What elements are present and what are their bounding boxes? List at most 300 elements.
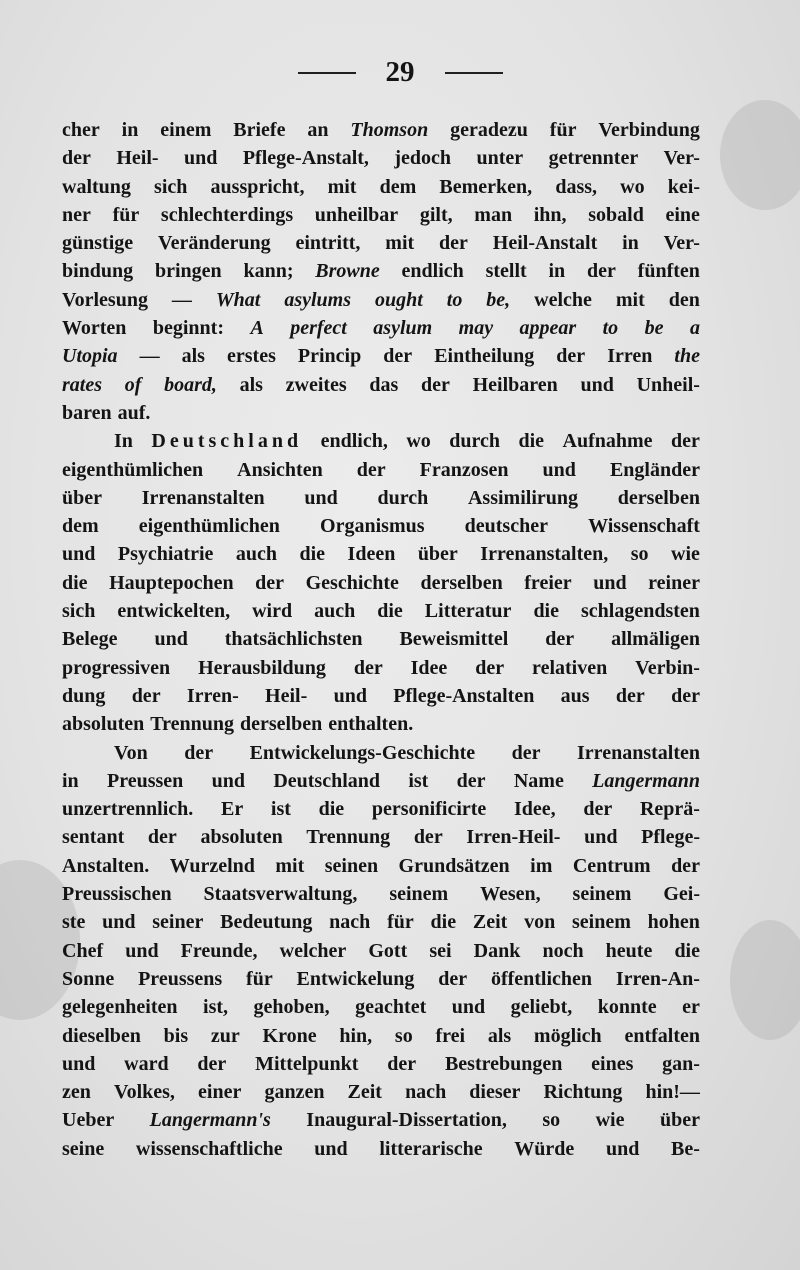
word: Würde	[514, 1137, 575, 1160]
word: may	[458, 317, 494, 340]
word: derselben	[420, 571, 503, 594]
text-line	[62, 937, 700, 965]
word: Hauptepochen	[109, 571, 234, 594]
word: eigenthümlichen	[62, 458, 204, 481]
word: über	[659, 1109, 700, 1132]
word: Inaugural-Dissertation,	[306, 1109, 507, 1132]
word: Belege	[62, 628, 118, 651]
word: über	[62, 486, 102, 509]
word: Gei-	[663, 883, 700, 906]
word: konnte	[597, 996, 657, 1019]
text-line	[62, 484, 700, 512]
word: rates	[62, 373, 102, 396]
paper-stain	[720, 100, 800, 210]
word: und	[184, 147, 218, 170]
word: der	[353, 656, 383, 679]
word: der	[356, 458, 386, 481]
text-line	[62, 569, 700, 597]
word: an	[307, 119, 329, 141]
word: seine	[62, 1137, 105, 1160]
text-line	[62, 201, 700, 229]
word: unzertrennlich.	[62, 798, 194, 821]
word: von	[524, 911, 556, 934]
word: Entwickelungs-Geschichte	[249, 741, 476, 764]
word: Irren-Heil-	[466, 826, 561, 849]
word: in	[62, 769, 79, 792]
word: Be-	[671, 1137, 700, 1160]
word: zweites	[285, 373, 347, 396]
word: Worten	[62, 317, 127, 340]
word: auch	[314, 600, 356, 623]
word: waltung	[62, 175, 131, 198]
word: der	[197, 1052, 227, 1075]
word: What	[215, 288, 261, 311]
word: Ver-	[663, 147, 700, 170]
word: Trennung	[150, 713, 234, 736]
word: hin!—	[645, 1081, 700, 1104]
word: Wurzelnd	[169, 854, 255, 877]
word: als	[487, 1024, 512, 1047]
word: In	[114, 430, 133, 453]
word: Ideen	[347, 543, 396, 566]
word: und	[542, 458, 576, 481]
word: Eintheilung	[434, 345, 535, 368]
word: bis	[163, 1024, 189, 1047]
word: der	[583, 798, 613, 821]
word: und	[314, 1137, 348, 1160]
word: frei	[435, 1024, 466, 1047]
word: das	[369, 373, 399, 396]
word: so	[630, 543, 649, 566]
word: der	[671, 430, 700, 453]
word: Heil-	[116, 147, 159, 170]
word: Heil-Anstalt	[492, 232, 598, 255]
word: öffentlichen	[490, 967, 593, 990]
word: durch	[377, 486, 429, 509]
word: Aufnahme	[562, 430, 653, 453]
word: Anstalten.	[62, 854, 150, 877]
word: er	[682, 996, 700, 1019]
word: bindung	[62, 260, 134, 283]
word: ste	[62, 911, 86, 934]
word: dass,	[555, 175, 598, 198]
word: bringen	[154, 260, 222, 283]
word: und	[62, 1052, 96, 1075]
word: Chef	[62, 939, 104, 962]
word: Preussischen	[62, 883, 172, 906]
word: seinem	[389, 883, 449, 906]
word: zur	[210, 1024, 240, 1047]
word: so	[394, 1024, 413, 1047]
word: derselben	[617, 486, 700, 509]
word: Briefe	[233, 119, 286, 141]
word: einem	[160, 119, 212, 141]
word: freier	[524, 571, 572, 594]
word: und	[584, 826, 618, 849]
body-text	[62, 116, 700, 1163]
word: asylum	[373, 317, 433, 340]
word: geachtet	[355, 996, 427, 1019]
text-line	[62, 399, 700, 427]
word: zen	[62, 1081, 91, 1104]
word: Vorlesung	[62, 288, 148, 311]
word: eine	[665, 203, 700, 226]
word: wo	[620, 175, 645, 198]
word: der	[545, 628, 575, 651]
word: Grundsätzen	[398, 854, 510, 877]
text-line	[62, 597, 700, 625]
word: ganzen	[264, 1081, 325, 1104]
word: mit	[615, 288, 645, 311]
word: absoluten	[200, 826, 283, 849]
word: noch	[542, 939, 584, 962]
text-line	[62, 371, 700, 399]
word: der	[615, 684, 645, 707]
word: Bemerken,	[439, 175, 533, 198]
word: Wissenschaft	[588, 515, 700, 538]
word: to	[446, 288, 463, 311]
word: Preussen	[107, 769, 184, 792]
word: ist	[270, 798, 291, 821]
word: Heil-	[265, 684, 308, 707]
word: fünften	[637, 260, 700, 283]
word: sobald	[588, 203, 644, 226]
word: Heilbaren	[472, 373, 558, 396]
word: geradezu	[450, 119, 528, 141]
word: Name	[513, 769, 564, 792]
word: Princip	[297, 345, 362, 368]
word: Irren-	[186, 684, 239, 707]
word: wissenschaftliche	[135, 1137, 283, 1160]
word: Irren-An-	[615, 967, 700, 990]
word: perfect	[290, 317, 347, 340]
word: Deutschland	[273, 769, 381, 792]
word: the	[674, 345, 700, 368]
word: aus	[560, 684, 590, 707]
text-line	[62, 116, 700, 144]
word: Idee	[410, 656, 448, 679]
word: Pflege-Anstalten	[393, 684, 535, 707]
word: Irrenanstalten	[577, 741, 700, 764]
text-line	[62, 908, 700, 936]
word: und	[125, 939, 159, 962]
word: getrennter	[548, 147, 639, 170]
word: sentant	[62, 826, 125, 849]
text-line	[62, 1078, 700, 1106]
word: Verbin-	[635, 656, 700, 679]
word: die	[377, 600, 403, 623]
word: Ansichten	[237, 458, 323, 481]
text-line	[62, 625, 700, 653]
word: Utopia	[62, 345, 118, 368]
word: Wesen,	[480, 883, 541, 906]
word: seiner	[152, 911, 204, 934]
word: hin,	[339, 1024, 373, 1047]
word: Mittelpunkt	[255, 1052, 359, 1075]
text-line	[62, 456, 700, 484]
word: der	[387, 1052, 417, 1075]
word: den	[668, 288, 700, 311]
text-line	[62, 795, 700, 823]
word: gelegenheiten	[62, 996, 178, 1019]
word: für	[549, 119, 577, 141]
text-line	[62, 965, 700, 993]
word: als	[239, 373, 263, 396]
word: geliebt,	[510, 996, 573, 1019]
header-rule-left	[298, 72, 356, 74]
paper-stain	[730, 920, 800, 1040]
word: Reprä-	[639, 798, 700, 821]
word: Bestrebungen	[444, 1052, 563, 1075]
word: der	[671, 854, 700, 877]
word: of	[124, 373, 142, 396]
text-line	[62, 229, 700, 257]
word: to	[602, 317, 619, 340]
word: Langermann	[592, 769, 700, 792]
word: Preussens	[138, 967, 223, 990]
text-line	[62, 993, 700, 1021]
word: der	[184, 741, 214, 764]
word: der	[671, 684, 700, 707]
word: sich	[154, 175, 188, 198]
word: der	[439, 232, 468, 255]
word: Krone	[262, 1024, 317, 1047]
word: Herausbildung	[198, 656, 326, 679]
word: entfalten	[624, 1024, 700, 1047]
word: gan-	[662, 1052, 700, 1075]
word: hohen	[647, 911, 700, 934]
text-line	[62, 654, 700, 682]
word: Freunde,	[180, 939, 258, 962]
word: in	[622, 232, 639, 255]
word: wie	[671, 543, 700, 566]
text-line	[62, 880, 700, 908]
word: personificirte	[371, 798, 487, 821]
word: ausspricht,	[210, 175, 305, 198]
word: Veränderung	[157, 232, 271, 255]
word: die	[318, 798, 345, 821]
word: einer	[198, 1081, 242, 1104]
word: appear	[519, 317, 577, 340]
word: der	[586, 260, 616, 283]
word: relativen	[532, 656, 608, 679]
word: Sonne	[62, 967, 115, 990]
word: für	[387, 911, 414, 934]
text-line	[62, 173, 700, 201]
word: ihn,	[533, 203, 567, 226]
text-line	[62, 257, 700, 285]
word: Litteratur	[424, 600, 512, 623]
page-number: 29	[385, 56, 415, 88]
word: reiner	[648, 571, 700, 594]
word: durch	[449, 430, 501, 453]
word: Er	[221, 798, 244, 821]
word: und	[451, 996, 486, 1019]
word: wo	[406, 430, 431, 453]
word: Assimilirung	[467, 486, 579, 509]
word: ist	[408, 769, 429, 792]
word: Beweismittel	[399, 628, 509, 651]
word: Irrenanstalten,	[480, 543, 609, 566]
word: endlich,	[320, 430, 388, 453]
text-line	[62, 286, 700, 314]
word: mit	[275, 854, 305, 877]
text-line	[62, 1050, 700, 1078]
word: A	[250, 317, 264, 340]
word: baren	[62, 401, 112, 424]
text-line	[62, 540, 700, 568]
word: Gott	[368, 939, 408, 962]
word: Idee,	[514, 798, 556, 821]
word: für	[112, 203, 140, 226]
word: und	[62, 543, 96, 566]
word: die	[518, 430, 545, 453]
word: deutscher	[464, 515, 548, 538]
word: jedoch	[394, 147, 452, 170]
word: dem	[62, 515, 99, 538]
text-line	[62, 1135, 700, 1163]
word: endlich	[401, 260, 464, 283]
word: und	[580, 373, 614, 396]
word: sei	[429, 939, 452, 962]
word: und	[333, 684, 367, 707]
word: und	[304, 486, 338, 509]
word: der	[383, 345, 413, 368]
word: schlagendsten	[581, 600, 700, 623]
word: die	[430, 911, 457, 934]
word: gilt,	[419, 203, 453, 226]
word: gehoben,	[253, 996, 330, 1019]
word: als	[181, 345, 205, 368]
text-line	[62, 314, 700, 342]
word: der	[255, 571, 285, 594]
word: in	[121, 119, 139, 141]
word: man	[474, 203, 513, 226]
word: Zeit	[472, 911, 508, 934]
word: über	[417, 543, 458, 566]
text-line	[62, 710, 700, 738]
word: nach	[329, 911, 371, 934]
text-line	[62, 427, 700, 455]
word: Pflege-Anstalt,	[242, 147, 369, 170]
word: eines	[591, 1052, 634, 1075]
word: dem	[379, 175, 417, 198]
word: für	[246, 967, 273, 990]
word: a	[689, 317, 700, 340]
word: ist,	[203, 996, 229, 1019]
word: sich	[62, 600, 96, 623]
word: die	[674, 939, 700, 962]
text-line	[62, 342, 700, 370]
word: ought	[374, 288, 423, 311]
word: Volkes,	[113, 1081, 175, 1104]
word: stellt	[485, 260, 527, 283]
text-line	[62, 682, 700, 710]
word: dung	[62, 684, 106, 707]
text-line	[62, 1022, 700, 1050]
word: unheilbar	[314, 203, 399, 226]
word: Trennung	[306, 826, 391, 849]
word: Organismus	[320, 515, 425, 538]
word: ner	[62, 203, 91, 226]
word: enthalten.	[328, 713, 414, 736]
header-rule-right	[445, 72, 503, 74]
text-line	[62, 739, 700, 767]
word: seinen	[324, 854, 379, 877]
word: Engländer	[609, 458, 700, 481]
word: der	[438, 967, 468, 990]
word: Franzosen	[419, 458, 509, 481]
word: Entwickelung	[296, 967, 415, 990]
word: Psychiatrie	[117, 543, 214, 566]
word: und	[154, 628, 188, 651]
word: mit	[385, 232, 415, 255]
word: Pflege-	[641, 826, 700, 849]
word: der	[556, 345, 586, 368]
word: Deutschland	[151, 430, 303, 453]
word: nach	[405, 1081, 447, 1104]
word: welche	[534, 288, 592, 311]
word: be,	[486, 288, 511, 311]
word: der	[131, 684, 161, 707]
word: Centrum	[572, 854, 651, 877]
word: günstige	[62, 232, 134, 255]
word: der	[511, 741, 541, 764]
word: kann;	[243, 260, 294, 283]
word: eintritt,	[295, 232, 361, 255]
word: allmäligen	[611, 628, 700, 651]
word: seinem	[572, 911, 631, 934]
word: im	[530, 854, 553, 877]
word: auch	[235, 543, 277, 566]
text-line	[62, 512, 700, 540]
word: cher	[62, 119, 100, 141]
word: dieselben	[62, 1024, 141, 1047]
text-line	[62, 1106, 700, 1134]
word: Dank	[473, 939, 521, 962]
word: die	[299, 543, 326, 566]
word: der	[456, 769, 486, 792]
word: und	[593, 571, 627, 594]
word: in	[548, 260, 566, 283]
word: und	[102, 911, 136, 934]
word: Langermann's	[149, 1109, 271, 1132]
word: wird	[252, 600, 293, 623]
text-line	[62, 852, 700, 880]
word: progressiven	[62, 656, 171, 679]
word: Zeit	[347, 1081, 382, 1104]
word: schlechterdings	[160, 203, 294, 226]
word: absoluten	[62, 713, 145, 736]
word: Von	[114, 741, 148, 764]
word: der	[413, 826, 443, 849]
word: heute	[605, 939, 653, 962]
word: der	[62, 147, 91, 170]
word: thatsächlichsten	[224, 628, 363, 651]
word: so	[542, 1109, 561, 1132]
word: Ueber	[62, 1109, 115, 1132]
word: Unheil-	[636, 373, 700, 396]
word: die	[533, 600, 559, 623]
word: —	[171, 288, 192, 311]
word: asylums	[284, 288, 352, 311]
page-header	[0, 58, 800, 87]
word: Verbindung	[598, 119, 700, 141]
text-line	[62, 144, 700, 172]
word: der	[421, 373, 450, 396]
word: —	[139, 345, 160, 368]
word: litterarische	[379, 1137, 483, 1160]
